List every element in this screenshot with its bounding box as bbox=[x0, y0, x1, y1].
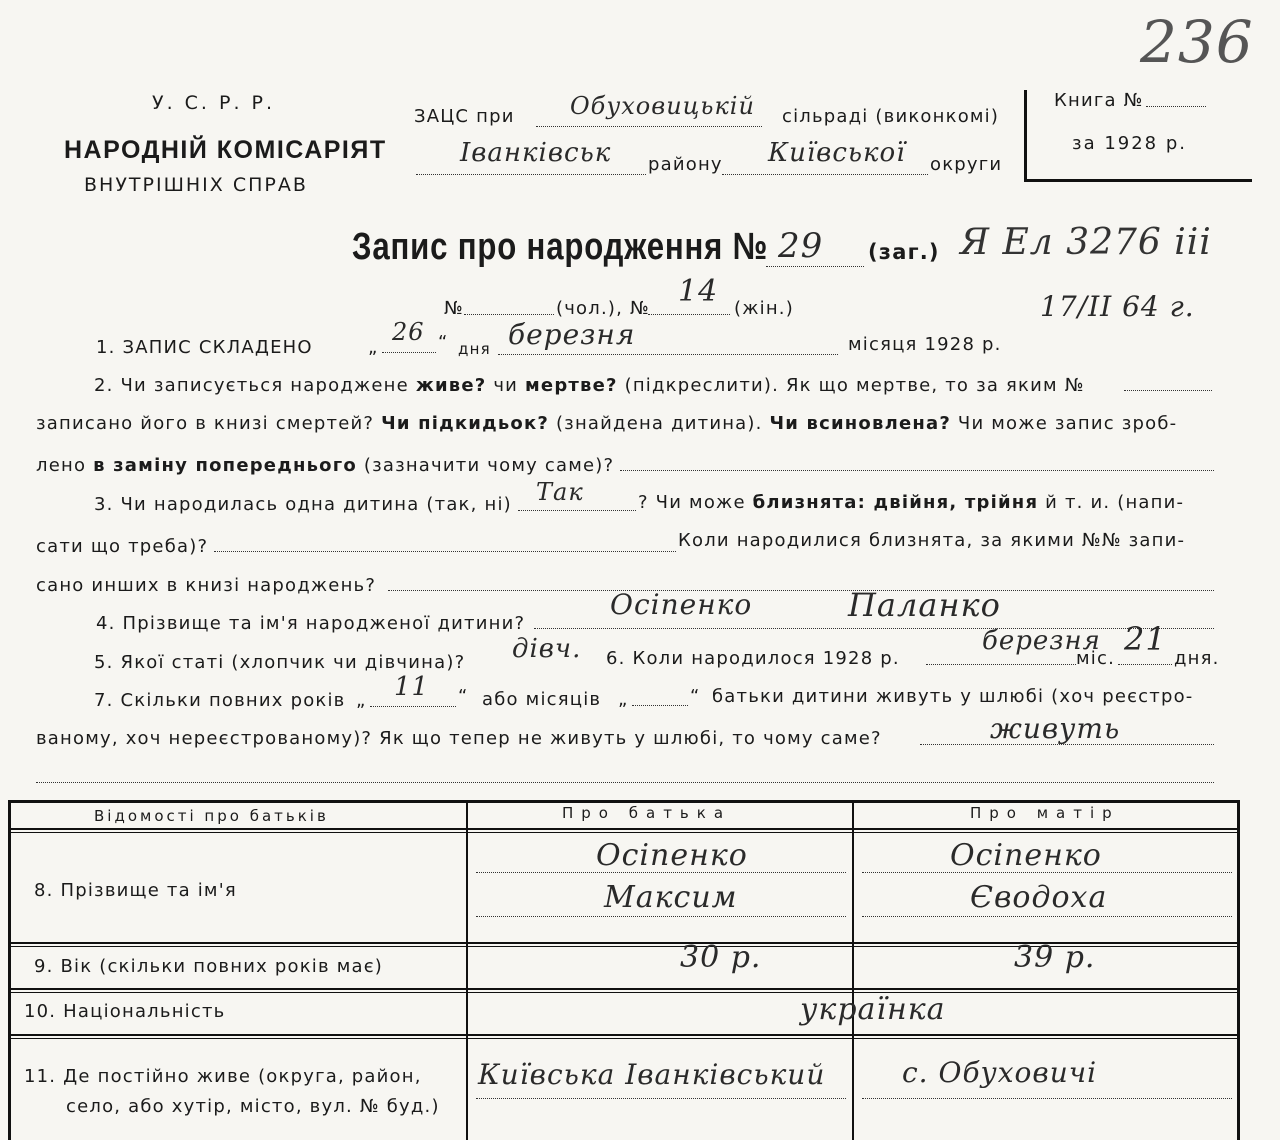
item2-text-b: (підкреслити). Як що мертве, то за яким № bbox=[624, 375, 1085, 396]
row11-label-1: 11. Де постійно живе (округа, район, bbox=[24, 1066, 422, 1087]
side-note: 17/ІІ 64 г. bbox=[1040, 290, 1195, 323]
item2-text-e: Чи може запис зроб- bbox=[957, 413, 1178, 434]
republic-label: У. С. Р. Р. bbox=[152, 92, 276, 114]
row9-label: 9. Вік (скільки повних років має) bbox=[34, 956, 384, 977]
item7-quote2-close: “ bbox=[690, 686, 701, 707]
marriage-years: 11 bbox=[394, 672, 430, 702]
item5-label: 5. Якої статі (хлопчик чи дівчина)? bbox=[94, 652, 466, 673]
item7-text-a: 7. Скільки повних років bbox=[94, 690, 346, 711]
item2-pidkydok: Чи підкидьок? bbox=[381, 413, 550, 434]
zags-label: ЗАЦС при bbox=[414, 106, 515, 127]
father-surname: Осіпенко bbox=[596, 838, 748, 873]
col-header-mother: Про матір bbox=[970, 804, 1120, 822]
item3-text-f: сано инших в книзі народжень? bbox=[36, 575, 377, 596]
stamp-number: Я Ел 3276 ііі bbox=[960, 222, 1212, 263]
item1-dnya: дня bbox=[458, 340, 491, 358]
chol-label: (чол.), № bbox=[556, 298, 650, 319]
page-number: 236 bbox=[1140, 8, 1254, 76]
book-label: Книга № bbox=[1054, 90, 1144, 111]
item3-text-c: й т. и. (напи- bbox=[1045, 492, 1185, 513]
item7-quote2-open: „ bbox=[618, 689, 629, 710]
okruha-value: Київської bbox=[768, 138, 906, 168]
item2-zaminu: в заміну попереднього bbox=[93, 455, 357, 476]
nationality: українка bbox=[800, 992, 946, 1027]
item2-text-c: записано його в книзі смертей? bbox=[36, 413, 375, 434]
row10-label: 10. Національність bbox=[24, 1001, 226, 1022]
child-name: Паланко bbox=[848, 586, 1001, 624]
father-residence: Київська Іванківський bbox=[478, 1058, 826, 1091]
mother-age: 39 р. bbox=[1014, 940, 1096, 975]
col-header-father: Про батька bbox=[562, 804, 732, 822]
zag-label: (заг.) bbox=[868, 240, 940, 264]
item7-quote-close: “ bbox=[458, 686, 469, 707]
record-month: березня bbox=[508, 318, 636, 351]
mother-surname: Осіпенко bbox=[950, 838, 1102, 873]
item2-mertve: мертве? bbox=[525, 375, 618, 396]
sildradi-label: сільраді (виконкомі) bbox=[782, 106, 1000, 127]
item2-vsynovlena: Чи всиновлена? bbox=[769, 413, 951, 434]
item7-text-b: або місяців bbox=[482, 689, 602, 710]
commissariat-title: НАРОДНІЙ КОМІСАРІЯТ bbox=[64, 136, 387, 164]
zhin-number: 14 bbox=[678, 274, 719, 309]
item2-text-a: 2. Чи записується народжене bbox=[94, 375, 409, 396]
col-header-info: Відомості про батьків bbox=[94, 807, 329, 825]
item1-label: 1. ЗАПИС СКЛАДЕНО bbox=[96, 337, 313, 358]
chol-prefix: № bbox=[444, 298, 464, 319]
record-number: 29 bbox=[778, 226, 824, 266]
zags-village-value: Обуховицькій bbox=[570, 92, 755, 120]
item7-quote-open: „ bbox=[356, 690, 367, 711]
item2-text-d: (знайдена дитина). bbox=[555, 413, 763, 434]
birth-month: березня bbox=[982, 626, 1101, 656]
item3-text-a: 3. Чи народилась одна дитина (так, ні) bbox=[94, 494, 512, 515]
item6-label: 6. Коли народилося 1928 р. bbox=[606, 648, 900, 669]
child-sex: дівч. bbox=[512, 634, 582, 664]
item4-label: 4. Прізвище та ім'я народженої дитини? bbox=[96, 613, 526, 634]
item7-text-c: батьки дитини живуть у шлюбі (хоч реєстро- bbox=[712, 686, 1194, 707]
item3-text-e: Коли народилися близнята, за якими №№ запи- bbox=[678, 530, 1186, 551]
item1-quote-open: „ bbox=[368, 337, 379, 358]
item3-twins: близнята: двійня, трійня bbox=[752, 492, 1039, 513]
father-age: 30 р. bbox=[680, 940, 762, 975]
item6-mis: міс. bbox=[1076, 648, 1115, 669]
item2-zhyve: живе? bbox=[415, 375, 487, 396]
child-surname: Осіпенко bbox=[610, 588, 753, 621]
item6-dnya: дня. bbox=[1174, 648, 1220, 669]
record-title: Запис про народження № bbox=[352, 226, 769, 268]
single-child-answer: Так bbox=[536, 478, 584, 506]
mother-residence: с. Обуховичі bbox=[902, 1056, 1098, 1089]
record-day: 26 bbox=[392, 318, 425, 346]
raion-label: району bbox=[648, 154, 723, 175]
book-year: за 1928 р. bbox=[1072, 133, 1188, 154]
item2-chy: чи bbox=[493, 375, 519, 396]
zhin-label: (жін.) bbox=[734, 298, 794, 319]
item3-text-b: ? Чи може bbox=[638, 492, 746, 513]
raion-value: Іванківськ bbox=[460, 138, 612, 168]
item3-text-d: сати що треба)? bbox=[36, 536, 209, 557]
item2-text-f: лено bbox=[36, 455, 87, 476]
mother-name: Єводоха bbox=[970, 880, 1108, 915]
department-label: ВНУТРІШНІХ СПРАВ bbox=[84, 174, 308, 196]
row8-label: 8. Прізвище та ім'я bbox=[34, 880, 237, 901]
okruha-label: округи bbox=[930, 154, 1003, 175]
item1-suffix: місяця 1928 р. bbox=[848, 334, 1002, 355]
item7-text-d: ваному, хоч нереєстрованому)? Як що тепер не живуть у шлюбі, то чому саме? bbox=[36, 728, 882, 749]
birth-day: 21 bbox=[1124, 620, 1167, 658]
row11-label-2: село, або хутір, місто, вул. № буд.) bbox=[66, 1096, 440, 1117]
item2-text-g: (зазначити чому саме)? bbox=[363, 455, 615, 476]
living-together-answer: живуть bbox=[990, 712, 1121, 745]
item1-quote-close: “ bbox=[438, 332, 449, 353]
father-name: Максим bbox=[604, 880, 738, 915]
